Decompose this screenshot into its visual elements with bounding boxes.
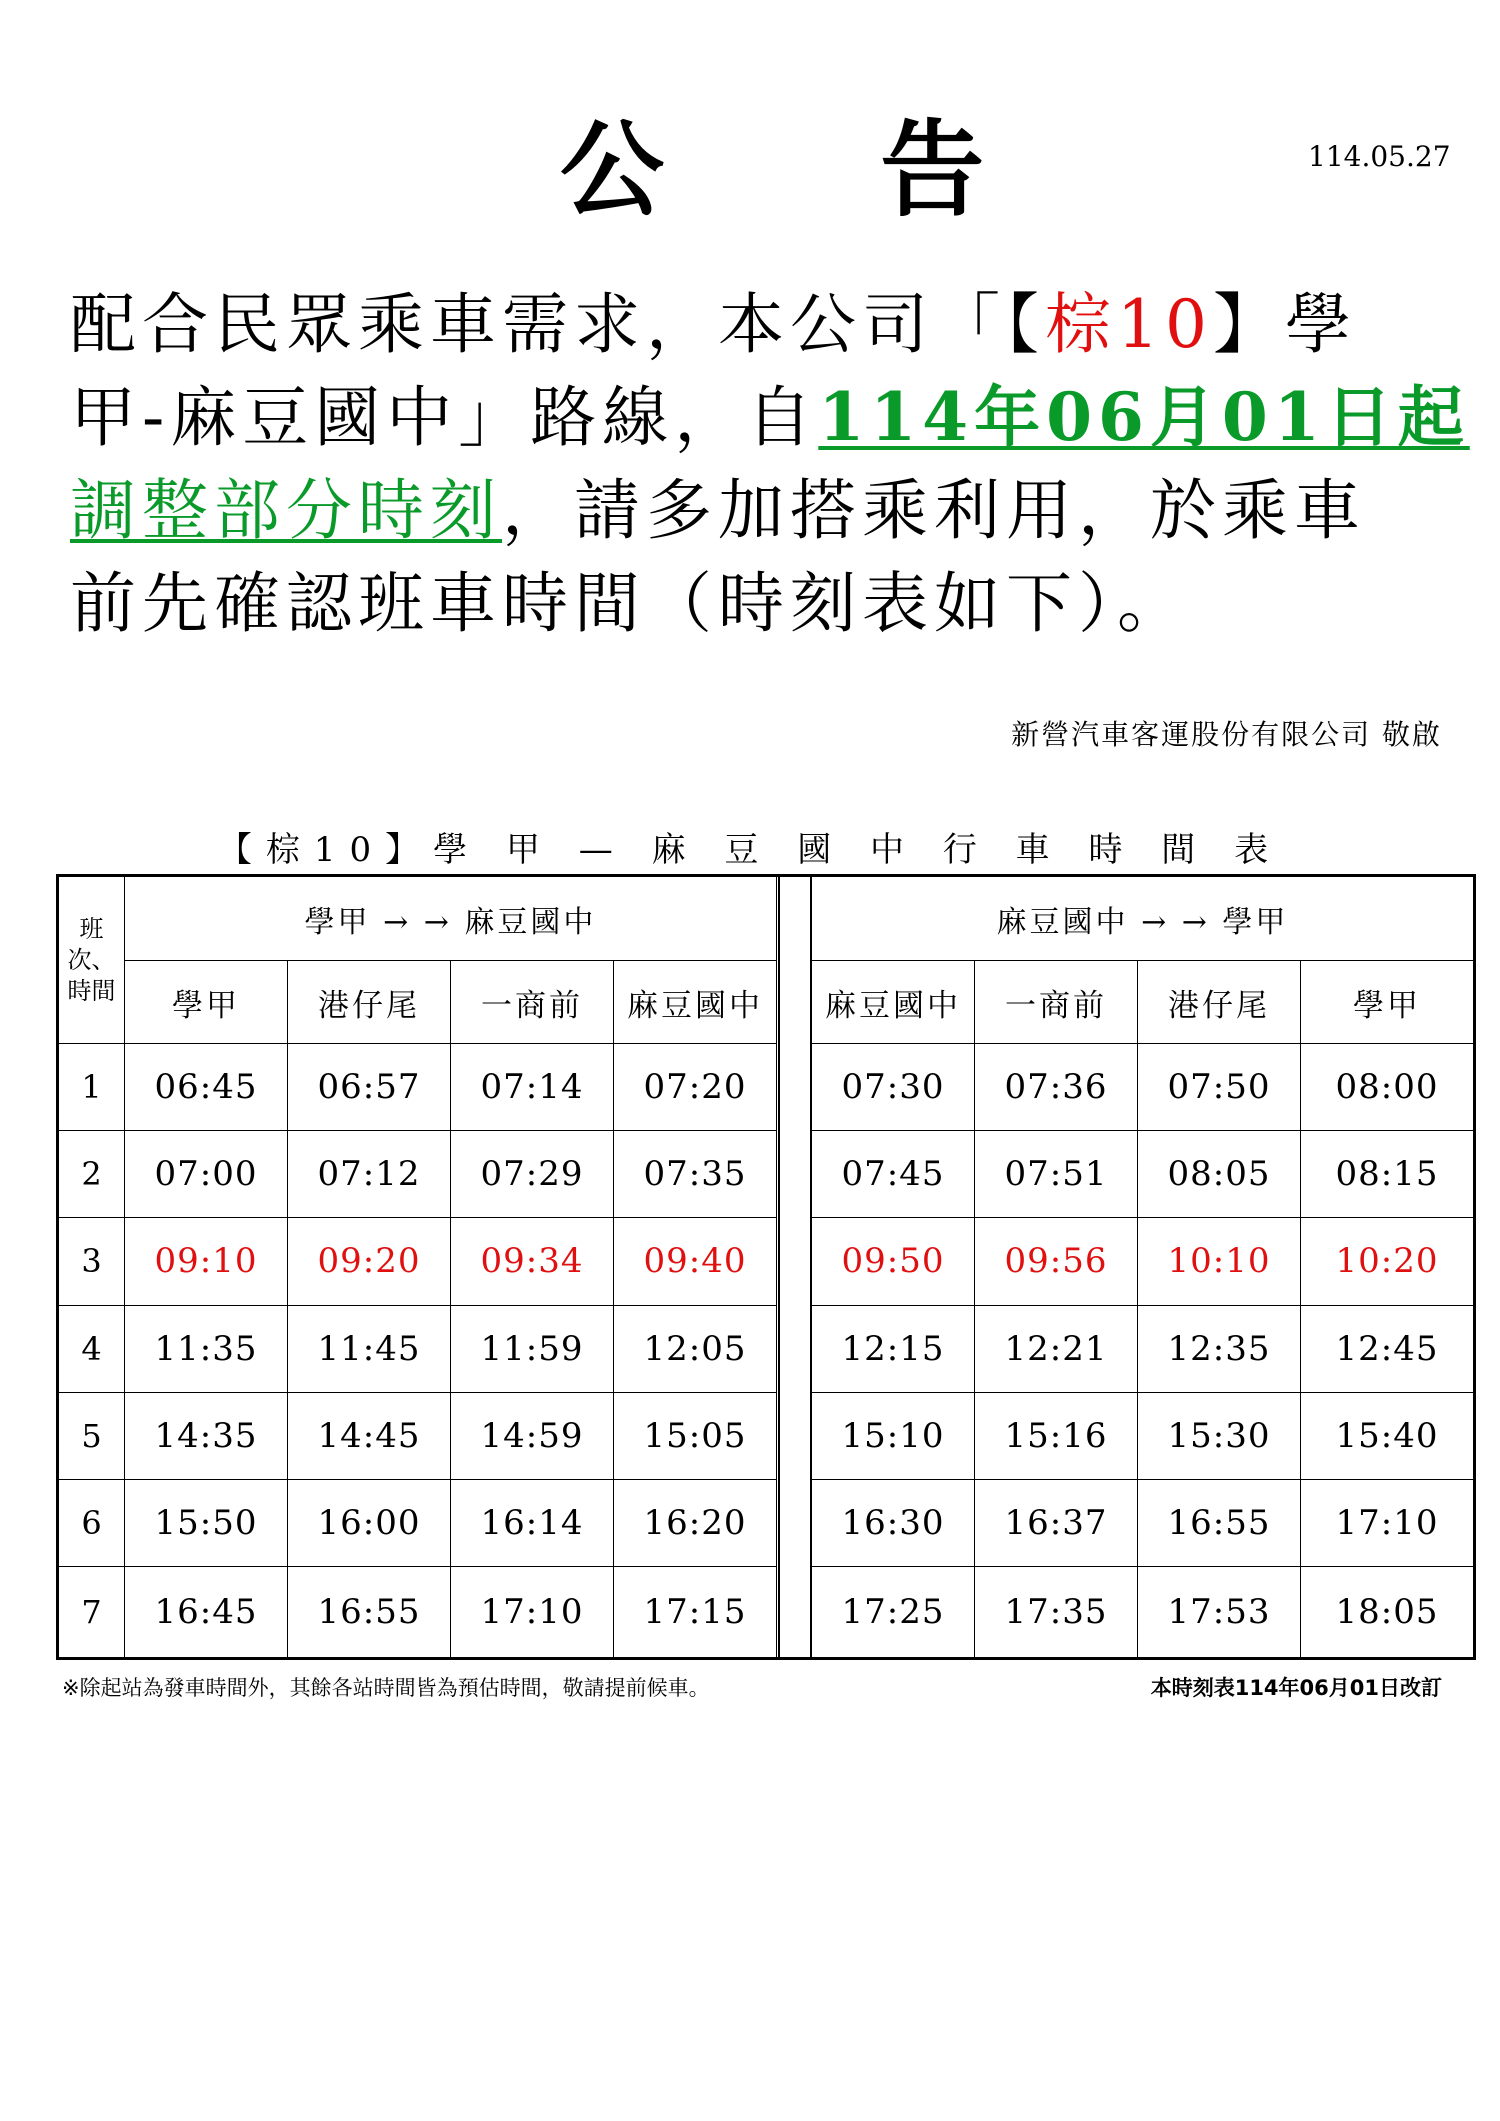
departure-time: 16:14 [480,1503,584,1544]
outbound-time-cell [451,1044,614,1131]
revision-note: 本時刻表114年06月01日改訂 [1150,1676,1442,1700]
outbound-time-cell [451,1393,614,1480]
outbound-time-cell [451,1218,614,1305]
inbound-time-cell [1301,1306,1473,1393]
departure-time: 07:12 [317,1154,421,1195]
outbound-time-cell [288,1306,451,1393]
departure-time: 17:53 [1167,1592,1271,1633]
announcement-date: 114.05.27 [1308,140,1451,173]
notice-text [70,278,1470,650]
trip-time-header-label: 次、 [67,945,116,974]
outbound-time-cell [614,1306,777,1393]
outbound-time-cell [125,1044,288,1131]
notice-line-3-end: ，請多加搭乘利用，於乘車 [502,472,1366,549]
departure-time: 16:55 [317,1592,421,1633]
outbound-time-cell [614,1131,777,1218]
outbound-time-cell [125,1218,288,1305]
departure-time: 07:30 [841,1067,945,1108]
inbound-time-cell [1138,1131,1301,1218]
inbound-time-cell [1301,1218,1473,1305]
outbound-stop-header: 學甲 [125,961,288,1044]
departure-time: 09:56 [1004,1241,1108,1282]
trip-number: 2 [59,1131,125,1218]
departure-time: 12:45 [1335,1328,1439,1369]
departure-time: 07:20 [643,1067,747,1108]
inbound-stop-header: 學甲 [1301,961,1473,1044]
outbound-time-cell [288,1218,451,1305]
departure-time: 11:45 [317,1328,421,1369]
inbound-time-cell [1138,1306,1301,1393]
departure-time: 10:20 [1335,1241,1439,1282]
inbound-time-cell [1138,1567,1301,1657]
effective-date: 114年06月01日起 [818,378,1470,456]
trip-time-header-label: 時間 [67,976,116,1005]
departure-time: 07:00 [154,1154,258,1195]
schedule-change-text: 調整部分時刻 [70,472,502,549]
departure-time: 15:05 [643,1415,747,1456]
trip-number: 7 [59,1567,125,1657]
departure-time: 10:10 [1167,1241,1271,1282]
departure-time: 17:10 [1335,1503,1439,1544]
departure-time: 09:10 [154,1241,258,1282]
outbound-time-cell [288,1393,451,1480]
inbound-time-cell [812,1306,975,1393]
inbound-time-cell [1301,1393,1473,1480]
page-title: 公 告 [560,108,1075,231]
trip-number: 3 [59,1218,125,1305]
departure-time: 08:15 [1335,1154,1439,1195]
inbound-time-cell [812,1131,975,1218]
departure-time: 16:30 [841,1503,945,1544]
trip-number: 6 [59,1480,125,1567]
outbound-time-cell [614,1567,777,1657]
notice-line-1-start: 配合民眾乘車需求，本公司「【 [70,286,1045,363]
departure-time: 16:00 [317,1503,421,1544]
outbound-time-cell [125,1131,288,1218]
departure-time: 17:10 [480,1592,584,1633]
departure-time: 06:45 [154,1067,258,1108]
inbound-time-cell [1301,1044,1473,1131]
notice-line-1-end: 】學 [1212,286,1357,363]
departure-time: 07:14 [480,1067,584,1108]
departure-time: 17:15 [643,1592,747,1633]
inbound-direction-header: 麻豆國中 → → 學甲 [812,877,1473,961]
inbound-time-cell [975,1218,1138,1305]
inbound-stop-header: 一商前 [975,961,1138,1044]
outbound-time-cell [288,1567,451,1657]
direction-divider [778,877,812,1657]
outbound-time-cell [125,1393,288,1480]
outbound-time-cell [125,1306,288,1393]
inbound-time-cell [812,1480,975,1567]
notice-line-2-start: 甲-麻豆國中」路線，自 [70,379,819,456]
notice-line-2 [70,371,1470,464]
departure-time: 14:35 [154,1415,258,1456]
departure-time: 06:57 [317,1067,421,1108]
outbound-direction-header: 學甲 → → 麻豆國中 [125,877,777,961]
trip-time-header-label: 班 [79,914,104,943]
trip-number: 1 [59,1044,125,1131]
notice-line-4: 前先確認班車時間（時刻表如下）。 [70,565,1189,642]
departure-time: 11:59 [480,1328,584,1369]
departure-time: 12:05 [643,1328,747,1369]
departure-time: 16:55 [1167,1503,1271,1544]
outbound-time-cell [288,1131,451,1218]
outbound-time-cell [288,1044,451,1131]
outbound-time-cell [451,1306,614,1393]
departure-time: 08:05 [1167,1154,1271,1195]
inbound-time-cell [812,1044,975,1131]
inbound-time-cell [1301,1567,1473,1657]
inbound-time-cell [975,1567,1138,1657]
departure-time: 09:34 [480,1241,584,1282]
departure-time: 08:00 [1335,1067,1439,1108]
timetable [56,874,1476,1660]
inbound-time-cell [975,1044,1138,1131]
inbound-stop-header: 港仔尾 [1138,961,1301,1044]
trip-time-header [59,877,125,1044]
trip-number: 5 [59,1393,125,1480]
departure-time: 15:50 [154,1503,258,1544]
outbound-time-cell [451,1480,614,1567]
outbound-time-cell [451,1567,614,1657]
departure-time: 07:45 [841,1154,945,1195]
outbound-time-cell [614,1480,777,1567]
outbound-time-cell [614,1044,777,1131]
inbound-time-cell [975,1480,1138,1567]
route-code: 棕10 [1045,286,1213,363]
outbound-time-cell [288,1480,451,1567]
departure-time: 11:35 [154,1328,258,1369]
departure-time: 14:45 [317,1415,421,1456]
departure-time: 12:21 [1004,1328,1108,1369]
departure-time: 09:20 [317,1241,421,1282]
departure-time: 07:36 [1004,1067,1108,1108]
inbound-time-cell [812,1567,975,1657]
departure-time: 09:40 [643,1241,747,1282]
inbound-time-cell [812,1393,975,1480]
departure-time: 15:30 [1167,1415,1271,1456]
outbound-time-cell [614,1218,777,1305]
company-signature: 新營汽車客運股份有限公司 敬啟 [1011,718,1442,751]
departure-time: 14:59 [480,1415,584,1456]
outbound-time-cell [451,1131,614,1218]
departure-time: 16:37 [1004,1503,1108,1544]
departure-time: 09:50 [841,1241,945,1282]
inbound-time-cell [975,1306,1138,1393]
trip-number: 4 [59,1306,125,1393]
inbound-time-cell [975,1393,1138,1480]
inbound-time-cell [1301,1480,1473,1567]
outbound-stop-header: 麻豆國中 [614,961,777,1044]
outbound-time-cell [125,1567,288,1657]
notice-line-3 [70,464,1440,557]
departure-time: 17:25 [841,1592,945,1633]
departure-time: 07:51 [1004,1154,1108,1195]
notice-line-1 [70,278,1440,371]
departure-time: 12:15 [841,1328,945,1369]
departure-time: 07:50 [1167,1067,1271,1108]
outbound-time-cell [125,1480,288,1567]
timetable-title: 【棕10】學 甲 — 麻 豆 國 中 行 車 時 間 表 [217,830,1283,870]
inbound-time-cell [812,1218,975,1305]
departure-time: 15:16 [1004,1415,1108,1456]
departure-time: 18:05 [1335,1592,1439,1633]
footnote: ※除起站為發車時間外，其餘各站時間皆為預估時間，敬請提前候車。 [62,1676,710,1700]
departure-time: 07:29 [480,1154,584,1195]
inbound-time-cell [1138,1480,1301,1567]
departure-time: 15:40 [1335,1415,1439,1456]
inbound-time-cell [1138,1218,1301,1305]
inbound-time-cell [1138,1044,1301,1131]
departure-time: 12:35 [1167,1328,1271,1369]
departure-time: 16:20 [643,1503,747,1544]
departure-time: 15:10 [841,1415,945,1456]
inbound-time-cell [1301,1131,1473,1218]
inbound-stop-header: 麻豆國中 [812,961,975,1044]
outbound-stop-header: 一商前 [451,961,614,1044]
departure-time: 16:45 [154,1592,258,1633]
departure-time: 17:35 [1004,1592,1108,1633]
inbound-time-cell [975,1131,1138,1218]
outbound-stop-header: 港仔尾 [288,961,451,1044]
departure-time: 07:35 [643,1154,747,1195]
inbound-time-cell [1138,1393,1301,1480]
outbound-time-cell [614,1393,777,1480]
